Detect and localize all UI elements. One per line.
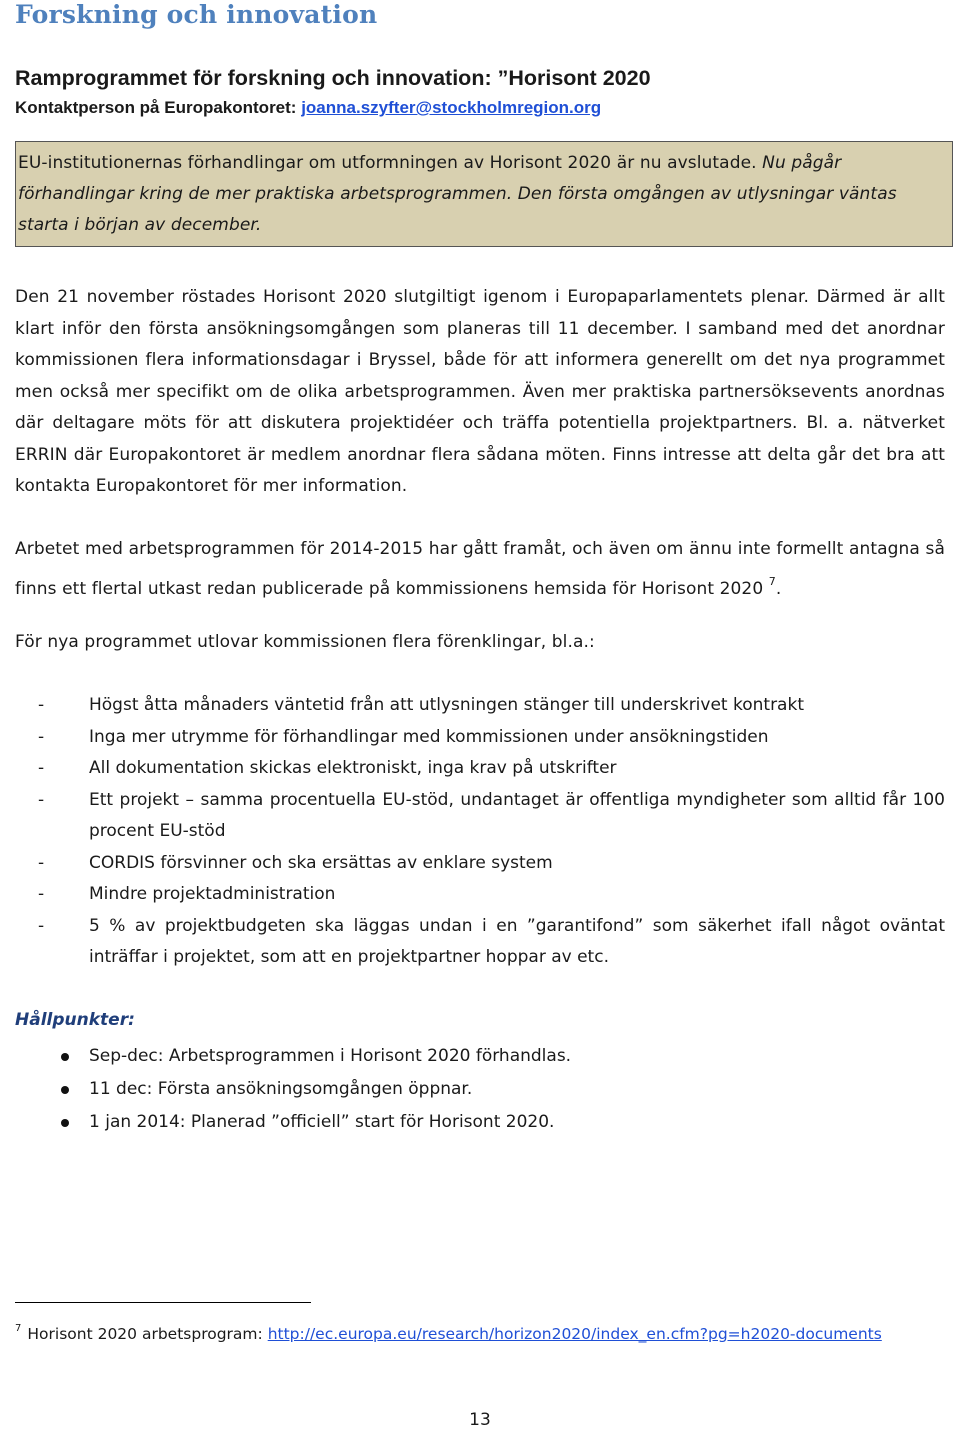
list-item xyxy=(15,879,945,911)
footnote-divider xyxy=(15,1302,311,1303)
summary-italic-text: Nu pågår förhandlingar kring de mer praktiska arbetsprogrammen. Den första omgången av utlysningar väntas starta i början av december. xyxy=(18,153,897,235)
list-item-text: Inga mer utrymme för förhandlingar med kommissionen under ansökningstiden xyxy=(89,726,769,747)
summary-box xyxy=(15,141,953,247)
milestone-list xyxy=(15,1040,945,1139)
dash-marker: - xyxy=(38,884,45,904)
summary-text: EU-institutionernas förhandlingar om utformningen av Horisont 2020 är nu avslutade. xyxy=(18,153,757,173)
bullet-icon xyxy=(61,1053,69,1061)
paragraph-workprogrammes xyxy=(15,534,945,605)
list-item-text: Ett projekt – samma procentuella EU-stöd, undantaget är offentliga myndigheter som alltid får 100 procent EU-stöd xyxy=(89,789,945,841)
dash-marker: - xyxy=(38,758,45,778)
program-title: Ramprogrammet för forskning och innovation: ”Horisont 2020 xyxy=(15,66,651,90)
contact-label: Kontaktperson på Europakontoret: xyxy=(15,98,297,117)
paragraph-simplifications-intro: För nya programmet utlovar kommissionen flera förenklingar, bl.a.: xyxy=(15,632,595,652)
list-item-text: 1 jan 2014: Planerad ”officiell” start för Horisont 2020. xyxy=(89,1112,555,1132)
footnote xyxy=(15,1316,915,1347)
footnote-link[interactable]: http://ec.europa.eu/research/horizon2020/index_en.cfm?pg=h2020-documents xyxy=(267,1325,882,1343)
list-item xyxy=(15,722,945,754)
dash-marker: - xyxy=(38,789,45,810)
page-number: 13 xyxy=(469,1410,491,1430)
list-item-text: Högst åtta månaders väntetid från att utlysningen stänger till underskrivet kontrakt xyxy=(89,695,804,715)
dash-marker: - xyxy=(38,726,45,747)
list-item-text: 11 dec: Första ansökningsomgången öppnar. xyxy=(89,1079,473,1099)
list-item-text: All dokumentation skickas elektroniskt, inga krav på utskrifter xyxy=(89,758,617,778)
dash-marker: - xyxy=(38,695,45,715)
bullet-icon xyxy=(61,1086,69,1094)
list-item xyxy=(15,690,945,722)
list-item-text: Sep-dec: Arbetsprogrammen i Horisont 2020 förhandlas. xyxy=(89,1046,572,1066)
section-title: Forskning och innovation xyxy=(15,0,378,29)
contact-email-link[interactable]: joanna.szyfter@stockholmregion.org xyxy=(301,98,602,117)
paragraph-workprogrammes-text: Arbetet med arbetsprogrammen för 2014-2015 har gått framåt, och även om ännu inte formellt antagna så finns ett flertal utkast redan publicerade på kommissionens hemsida för Horisont 2020 xyxy=(15,539,945,599)
footnote-number: 7 xyxy=(15,1323,22,1334)
bullet-icon xyxy=(61,1119,69,1127)
simplification-list xyxy=(15,690,945,974)
footnote-reference[interactable]: 7 xyxy=(768,574,776,588)
contact-line xyxy=(15,98,601,118)
list-item xyxy=(15,1040,945,1073)
list-item xyxy=(15,911,945,974)
list-item-text: Mindre projektadministration xyxy=(89,884,336,904)
list-item-text: 5 % av projektbudgeten ska läggas undan i en ”garantifond” som säkerhet ifall något oväntat inträffar i projektet, som att en projektpartner hoppar av etc. xyxy=(89,915,945,967)
footnote-text: Horisont 2020 arbetsprogram: xyxy=(27,1325,263,1343)
list-item xyxy=(15,1073,945,1106)
paragraph-plenary: Den 21 november röstades Horisont 2020 slutgiltigt igenom i Europaparlamentets plenar. Därmed är allt klart inför den första ansökningsomgången som planeras till 11 december. I samband med det anordnar kommissionen flera informationsdagar i Bryssel, både för att informera generellt om det nya programmet men också mer specifikt om de olika arbetsprogrammen. Även mer praktiska partnersöksevents anordnas där deltagare möts för att diskutera projektidéer och träffa potentiella projektpartners. Bl. a. nätverket ERRIN där Europakontoret är medlem anordnar flera sådana möten. Finns intresse att delta går det bra att kontakta Europakontoret för mer information. xyxy=(15,287,945,496)
dash-marker: - xyxy=(38,915,45,936)
list-item xyxy=(15,753,945,785)
list-item xyxy=(15,1106,945,1139)
list-item xyxy=(15,785,945,848)
paragraph-end: . xyxy=(775,578,782,599)
dash-marker: - xyxy=(38,852,45,873)
list-item xyxy=(15,848,945,880)
milestones-heading: Hållpunkter: xyxy=(15,1010,135,1030)
list-item-text: CORDIS försvinner och ska ersättas av enklare system xyxy=(89,852,553,873)
